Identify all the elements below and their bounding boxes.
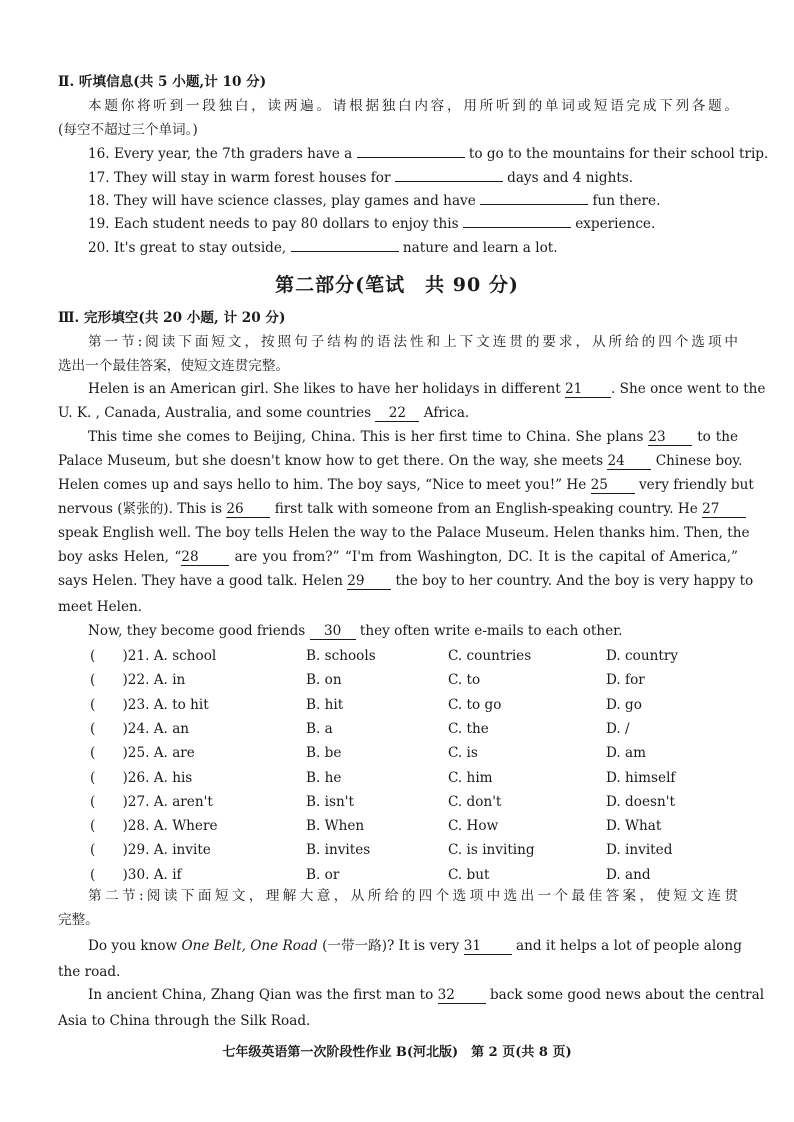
option-row — [88, 816, 738, 836]
choice-c[interactable]: C. the — [448, 720, 489, 737]
blank-24[interactable]: 24 — [607, 453, 651, 470]
passage-line: Do you know One Belt, One Road (一带一路)? It is very 31 and it helps a lot of people along — [88, 938, 742, 954]
passage-line: Helen is an American girl. She likes to have her holidays in different 21 . She once went to the — [88, 381, 766, 397]
passage-line: U. K. , Canada, Australia, and some countries 22 Africa. — [58, 405, 470, 421]
choice-c[interactable]: C. How — [448, 818, 499, 835]
choice-c[interactable]: C. is — [448, 745, 478, 762]
answer-blank[interactable] — [357, 157, 465, 158]
option-row — [88, 646, 738, 666]
option-row — [88, 865, 738, 885]
choice-c[interactable]: C. him — [448, 769, 493, 786]
section-two-instruction-cont: 完整。 — [58, 912, 99, 928]
blank-30[interactable]: 30 — [310, 623, 356, 640]
blank-25[interactable]: 25 — [591, 477, 635, 494]
section-one-instruction: 第一节:阅读下面短文，按照句子结构的语法性和上下文连贯的要求，从所给的四个选项中 — [88, 334, 738, 350]
choice-c[interactable]: C. to go — [448, 696, 502, 713]
blank-32[interactable]: 32 — [438, 987, 486, 1004]
choice-b[interactable]: B. be — [306, 745, 342, 762]
question-choice-a[interactable]: ( )28. A. Where — [90, 818, 218, 835]
part-two-title: 第二部分(笔试 共 90 分) — [275, 274, 519, 296]
passage-line: meet Helen. — [58, 599, 143, 615]
option-row — [88, 695, 738, 715]
section-two-instruction: 第二节:阅读下面短文，理解大意，从所给的四个选项中选出一个最佳答案，使短文连贯 — [88, 888, 738, 904]
choice-d[interactable]: D. invited — [606, 842, 673, 859]
choice-b[interactable]: B. he — [306, 769, 342, 786]
choice-b[interactable]: B. or — [306, 866, 340, 883]
option-row — [88, 670, 738, 690]
passage-line: boy asks Helen, “28 are you from?” “I'm from Washington, DC. It is the capital of America,” — [58, 549, 738, 565]
question-choice-a[interactable]: ( )23. A. to hit — [90, 696, 209, 713]
passage-line: nervous (紧张的). This is 26 first talk with someone from an English-speaking country. He 27 — [58, 499, 738, 519]
choice-d[interactable]: D. himself — [606, 769, 676, 786]
choice-c[interactable]: C. is inviting — [448, 842, 535, 859]
choice-d[interactable]: D. for — [606, 672, 645, 689]
blank-22[interactable]: 22 — [375, 405, 419, 422]
choice-d[interactable]: D. doesn't — [606, 793, 675, 810]
option-row — [88, 840, 738, 860]
blank-26[interactable]: 26 — [226, 501, 270, 518]
blank-31[interactable]: 31 — [464, 938, 512, 955]
option-row — [88, 768, 738, 788]
blank-23[interactable]: 23 — [648, 429, 692, 446]
listening-instruction-note: (每空不超过三个单词。) — [58, 122, 198, 138]
passage-line: Helen comes up and says hello to him. The boy says, “Nice to meet you!” He 25 very friendly but — [58, 477, 754, 493]
listening-item-18: 18. They will have science classes, play games and have fun there. — [88, 193, 661, 209]
choice-d[interactable]: D. country — [606, 648, 679, 664]
blank-28[interactable]: 28 — [181, 549, 229, 566]
option-row — [88, 743, 738, 763]
question-choice-a[interactable]: ( )22. A. in — [90, 672, 186, 689]
listening-item-20: 20. It's great to stay outside, nature and learn a lot. — [88, 240, 558, 256]
answer-blank[interactable] — [291, 251, 399, 252]
question-choice-a[interactable]: ( )25. A. are — [90, 745, 195, 762]
passage-line: This time she comes to Beijing, China. This is her first time to China. She plans 23 to the — [88, 429, 739, 445]
page-footer: 七年级英语第一次阶段性作业 B(河北版) 第 2 页(共 8 页) — [222, 1045, 572, 1060]
section-one-instruction-cont: 选出一个最佳答案，使短文连贯完整。 — [58, 358, 290, 374]
question-choice-a[interactable]: ( )30. A. if — [90, 866, 182, 883]
option-row — [88, 719, 738, 739]
choice-b[interactable]: B. invites — [306, 842, 371, 859]
blank-21[interactable]: 21 — [565, 381, 611, 398]
listening-item-16: 16. Every year, the 7th graders have a to go to the mountains for their school trip. — [88, 146, 769, 162]
listening-heading: Ⅱ. 听填信息(共 5 小题,计 10 分) — [58, 74, 267, 90]
choice-d[interactable]: D. am — [606, 745, 647, 762]
listening-instruction: 本题你将听到一段独白，读两遍。请根据独白内容，用所听到的单词或短语完成下列各题。 — [88, 98, 738, 114]
passage-line: Asia to China through the Silk Road. — [58, 1013, 311, 1029]
passage-line: Now, they become good friends 30 they often write e-mails to each other. — [88, 623, 623, 639]
choice-b[interactable]: B. a — [306, 720, 333, 737]
choice-b[interactable]: B. on — [306, 672, 342, 689]
passage-line: Palace Museum, but she doesn't know how to get there. On the way, she meets 24 Chinese boy. — [58, 453, 743, 469]
blank-27[interactable]: 27 — [702, 501, 746, 518]
answer-blank[interactable] — [480, 204, 588, 205]
question-choice-a[interactable]: ( )27. A. aren't — [90, 793, 213, 810]
answer-blank[interactable] — [463, 227, 571, 228]
choice-d[interactable]: D. go — [606, 696, 642, 713]
choice-b[interactable]: B. hit — [306, 696, 344, 713]
choice-d[interactable]: D. and — [606, 866, 651, 883]
question-choice-a[interactable]: ( )26. A. his — [90, 769, 193, 786]
question-choice-a[interactable]: ( )29. A. invite — [90, 842, 211, 859]
choice-d[interactable]: D. What — [606, 818, 662, 835]
blank-29[interactable]: 29 — [347, 573, 391, 590]
choice-c[interactable]: C. don't — [448, 793, 502, 810]
passage-line: says Helen. They have a good talk. Helen 29 the boy to her country. And the boy is very happy to — [58, 573, 754, 589]
choice-b[interactable]: B. When — [306, 818, 365, 835]
choice-c[interactable]: C. to — [448, 672, 481, 689]
question-choice-a[interactable]: ( )21. A. school — [90, 648, 217, 664]
question-choice-a[interactable]: ( )24. A. an — [90, 720, 190, 737]
cloze-heading: Ⅲ. 完形填空(共 20 小题, 计 20 分) — [58, 310, 286, 326]
choice-b[interactable]: B. schools — [306, 648, 376, 664]
passage-line: speak English well. The boy tells Helen the way to the Palace Museum. Helen thanks him. Then, the — [58, 525, 750, 541]
choice-b[interactable]: B. isn't — [306, 793, 354, 810]
listening-item-17: 17. They will stay in warm forest houses for days and 4 nights. — [88, 170, 634, 186]
answer-blank[interactable] — [395, 181, 503, 182]
passage-line: the road. — [58, 964, 121, 980]
passage-line: In ancient China, Zhang Qian was the first man to 32 back some good news about the central — [88, 987, 765, 1003]
choice-c[interactable]: C. countries — [448, 648, 532, 664]
choice-d[interactable]: D. / — [606, 720, 630, 737]
choice-c[interactable]: C. but — [448, 866, 490, 883]
option-row — [88, 792, 738, 812]
listening-item-19: 19. Each student needs to pay 80 dollars to enjoy this experience. — [88, 216, 656, 232]
